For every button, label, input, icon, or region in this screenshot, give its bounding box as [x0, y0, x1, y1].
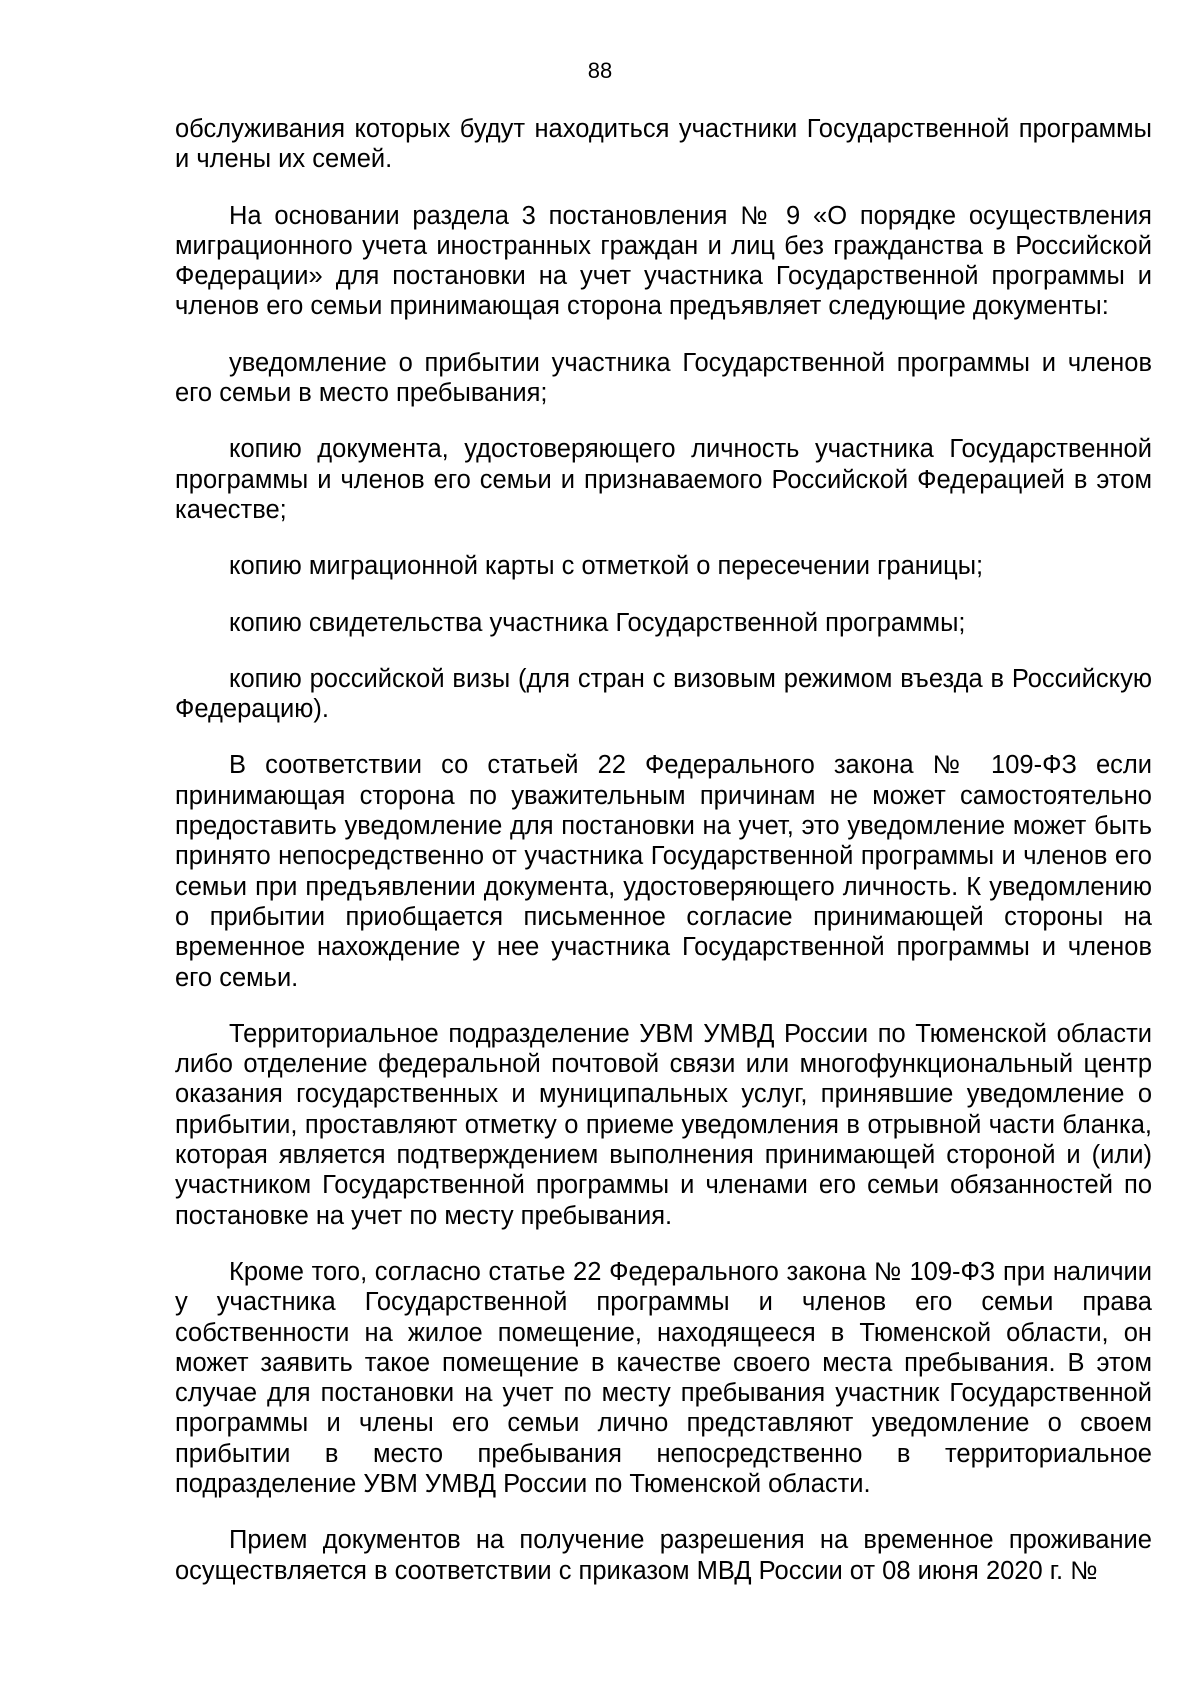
list-item-identity-document-copy: копию документа, удостоверяющего личность участника Государственной программы и членов его семьи и признаваемого Российской Федерацией в этом качестве;: [175, 435, 1152, 524]
list-item-visa-copy: копию российской визы (для стран с визовым режимом въезда в Российскую Федерацию).: [175, 664, 1152, 724]
document-body: [175, 114, 1152, 1586]
paragraph-territorial-division: Территориальное подразделение УВМ УМВД России по Тюменской области либо отделение федеральной почтовой связи или многофункциональный центр оказания государственных и муниципальных услуг, принявшие уведомление о прибытии, проставляют отметку о приеме уведомления в отрывной части бланка, которая является подтверждением выполнения принимающей стороной и (или) участником Государственной программы и членами его семьи обязанностей по постановке на учет по месту пребывания.: [175, 1019, 1152, 1230]
paragraph-registration-basis: На основании раздела 3 постановления № 9 «О порядке осуществления миграционного учета иностранных граждан и лиц без гражданства в Российской Федерации» для постановки на учет участника Государственной программы и членов его семьи принимающая сторона предъявляет следующие документы:: [175, 201, 1152, 321]
paragraph-temporary-residence: Прием документов на получение разрешения на временное проживание осуществляется в соответствии с приказом МВД России от 08 июня 2020 г. №: [175, 1526, 1152, 1585]
paragraph-property-ownership: Кроме того, согласно статье 22 Федерального закона № 109-ФЗ при наличии у участника Государственной программы и членов его семьи права собственности на жилое помещение, находящееся в Тюменской области, он может заявить такое помещение в качестве своего места пребывания. В этом случае для постановки на учет по месту пребывания участник Государственной программы и члены его семьи лично представляют уведомление о своем прибытии в место пребывания непосредственно в территориальное подразделение УВМ УМВД России по Тюменской области.: [175, 1257, 1152, 1498]
list-item-certificate-copy: копию свидетельства участника Государственной программы;: [229, 608, 966, 637]
paragraph-article-22: В соответствии со статьей 22 Федерального закона № 109-ФЗ если принимающая сторона по уважительным причинам не может самостоятельно предоставить уведомление для постановки на учет, это уведомление может быть принято непосредственно от участника Государственной программы и членов его семьи при предъявлении документа, удостоверяющего личность. К уведомлению о прибытии приобщается письменное согласие принимающей стороны на временное нахождение у нее участника Государственной программы и членов его семьи.: [175, 751, 1152, 992]
list-item-arrival-notice: уведомление о прибытии участника Государственной программы и членов его семьи в место пребывания;: [175, 348, 1152, 408]
list-item-migration-card-copy: копию миграционной карты с отметкой о пересечении границы;: [229, 552, 984, 581]
page-number: 88: [587, 58, 613, 83]
paragraph-continuation: обслуживания которых будут находиться участники Государственной программы и члены их семей.: [175, 115, 1152, 174]
